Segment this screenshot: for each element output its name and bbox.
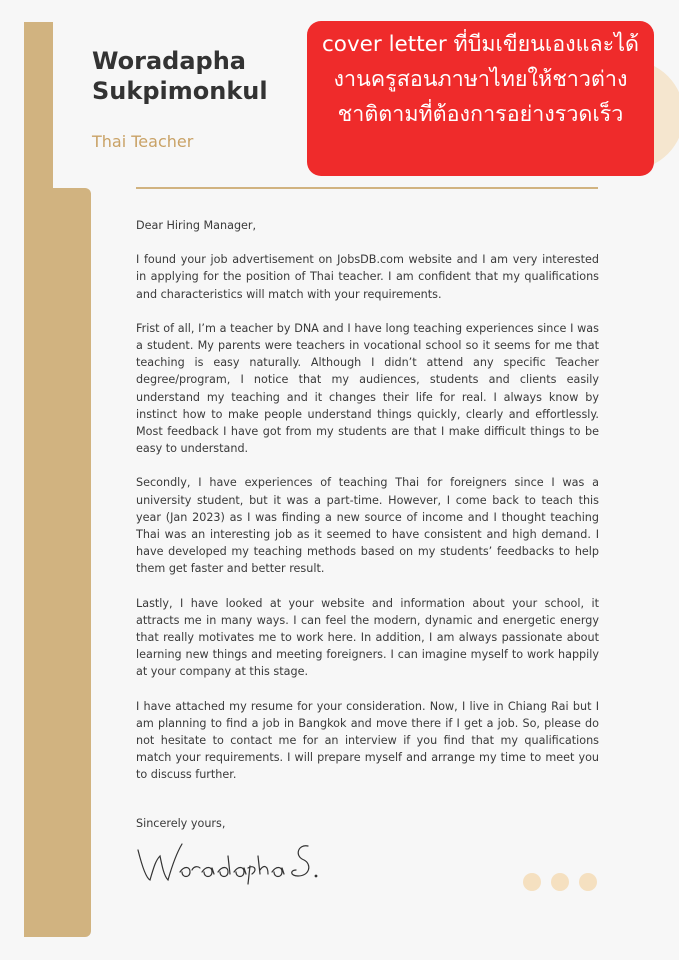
name-first: Woradapha bbox=[92, 47, 246, 75]
paragraph-first: Frist of all, I’m a teacher by DNA and I have long teaching experiences since I was a student. My parents were teachers in vocational school so it seems for me that teaching is easy naturally. Although I didn’t attend any specific Teacher degree/program, I notice that my audiences, students and clients easily understand my teaching and it changes their life for real. I always know by instinct how to make people understand things quickly, clearly and effortlessly. Most feedback I have got from my students are that I make difficult things to be easy to understand. bbox=[136, 321, 599, 456]
side-accent-block bbox=[24, 188, 91, 937]
applicant-name bbox=[92, 46, 268, 106]
thai-caption-banner: cover letter ที่บีมเขียนเองและได้งานครูสอนภาษาไทยให้ชาวต่างชาติตามที่ต้องการอย่างรวดเร็ว bbox=[307, 21, 654, 176]
decorative-dots bbox=[523, 873, 603, 893]
decorative-dot bbox=[579, 873, 597, 891]
decorative-dot bbox=[551, 873, 569, 891]
paragraph-second: Secondly, I have experiences of teaching Thai for foreigners since I was a university student, but it was a part-time. However, I come back to teach this year (Jan 2023) as I was finding a new source of income and I thought teaching Thai was an interesting job as it seemed to have consistent and high demand. I have developed my teaching methods based on my students’ feedbacks to help them get faster and better result. bbox=[136, 476, 599, 576]
decorative-dot bbox=[523, 873, 541, 891]
paragraph-closing: I have attached my resume for your consideration. Now, I live in Chiang Rai but I am planning to find a job in Bangkok and move there if I get a job. So, please do not hesitate to contact me for an interview if you find that my qualifications match your requirements. I will prepare myself and arrange my time to meet you to discuss further. bbox=[136, 699, 599, 782]
name-last: Sukpimonkul bbox=[92, 77, 268, 105]
header-divider bbox=[136, 187, 598, 189]
letter-body bbox=[136, 217, 599, 801]
paragraph-lastly: Lastly, I have looked at your website and information about your school, it attracts me in many ways. I can feel the modern, dynamic and energetic energy that really motivates me to work here. In addition, I am always passionate about learning new things and meeting foreigners. I can imagine myself to work happily at your company at this stage. bbox=[136, 596, 599, 679]
handwritten-signature bbox=[130, 836, 340, 886]
paragraph-intro: I found your job advertisement on JobsDB.com website and I am very interested in applying for the position of Thai teacher. I am confident that my qualifications and characteristics will match with your requirements. bbox=[136, 253, 599, 301]
job-title: Thai Teacher bbox=[92, 132, 194, 151]
closing-line: Sincerely yours, bbox=[136, 817, 226, 830]
salutation: Dear Hiring Manager, bbox=[136, 219, 257, 232]
